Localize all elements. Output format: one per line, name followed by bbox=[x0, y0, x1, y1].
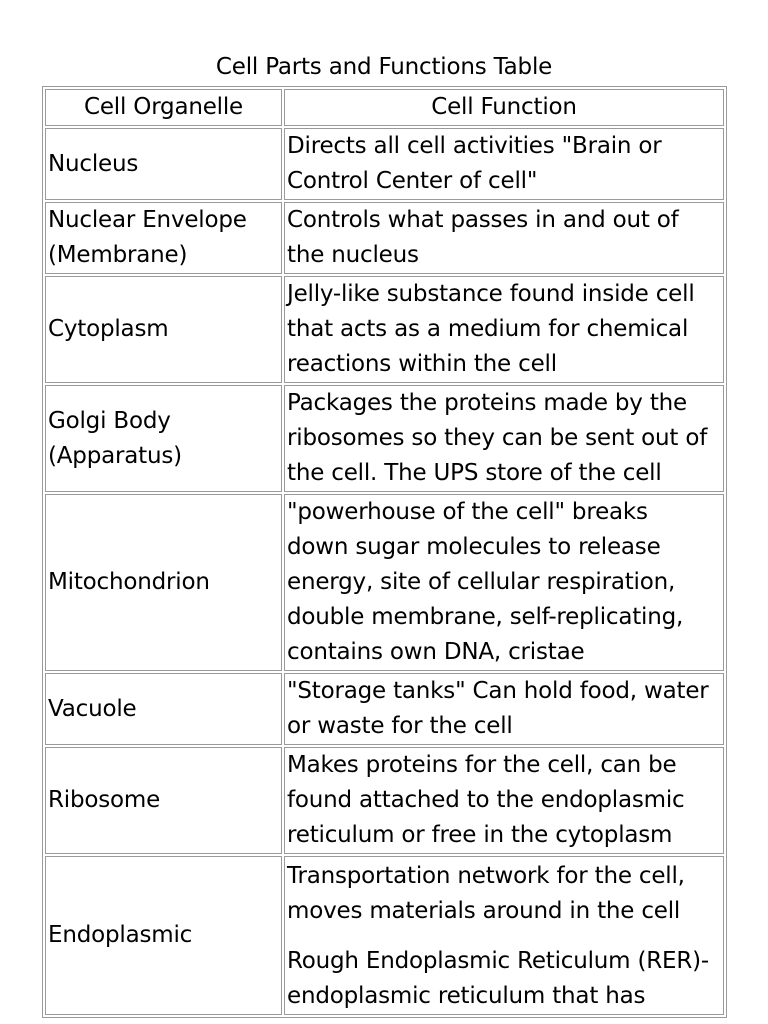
function-line: moves materials around in the cell bbox=[287, 898, 681, 924]
organelle-cell bbox=[45, 494, 282, 671]
function-cell bbox=[284, 747, 724, 854]
function-cell bbox=[284, 856, 724, 1015]
function-cell bbox=[284, 276, 724, 383]
function-line: contains own DNA, cristae bbox=[287, 639, 585, 665]
organelle-name: Nuclear Envelope bbox=[48, 207, 247, 233]
organelle-cell bbox=[45, 673, 282, 745]
organelle-name: Golgi Body bbox=[48, 407, 171, 434]
table-row bbox=[45, 276, 724, 383]
organelle-name: Endoplasmic bbox=[48, 922, 193, 948]
function-cell bbox=[284, 202, 724, 274]
function-line: Directs all cell activities "Brain or bbox=[287, 133, 662, 159]
table-row bbox=[45, 494, 724, 671]
header-cell-organelle: Cell Organelle bbox=[45, 89, 282, 126]
function-cell bbox=[284, 385, 724, 492]
function-line: Jelly-like substance found inside cell bbox=[287, 281, 695, 307]
function-line: Packages the proteins made by the bbox=[287, 390, 687, 416]
function-line: found attached to the endoplasmic bbox=[287, 787, 685, 813]
function-line: Makes proteins for the cell, can be bbox=[287, 752, 677, 778]
function-paragraph bbox=[287, 859, 721, 929]
organelle-cell bbox=[45, 276, 282, 383]
function-line: Control Center of cell" bbox=[287, 168, 538, 194]
function-line: Transportation network for the cell, bbox=[287, 863, 685, 889]
page-title: Cell Parts and Functions Table bbox=[215, 54, 553, 80]
function-line: reticulum or free in the cytoplasm bbox=[287, 822, 673, 848]
function-line: ribosomes so they can be sent out of bbox=[287, 425, 708, 451]
organelle-name: Nucleus bbox=[48, 150, 139, 177]
organelle-cell bbox=[45, 385, 282, 492]
function-line: "powerhouse of the cell" breaks bbox=[287, 499, 648, 525]
function-line: "Storage tanks" Can hold food, water bbox=[287, 678, 709, 704]
organelle-name: Mitochondrion bbox=[48, 569, 210, 595]
function-line: reactions within the cell bbox=[287, 351, 557, 377]
table-row bbox=[45, 202, 724, 274]
function-paragraph bbox=[287, 944, 721, 1014]
organelle-cell bbox=[45, 202, 282, 274]
function-cell bbox=[284, 673, 724, 745]
function-line: or waste for the cell bbox=[287, 713, 513, 739]
organelle-cell bbox=[45, 856, 282, 1015]
function-line: the nucleus bbox=[287, 242, 419, 268]
function-cell bbox=[284, 494, 724, 671]
header-cell-function: Cell Function bbox=[284, 89, 724, 126]
cell-parts-table bbox=[42, 86, 727, 1018]
function-cell bbox=[284, 128, 724, 200]
organelle-cell bbox=[45, 128, 282, 200]
organelle-cell bbox=[45, 747, 282, 854]
organelle-name: Vacuole bbox=[48, 695, 137, 722]
organelle-name: Cytoplasm bbox=[48, 316, 169, 342]
function-line: down sugar molecules to release bbox=[287, 534, 661, 560]
organelle-name: (Membrane) bbox=[48, 242, 188, 268]
table-row bbox=[45, 128, 724, 200]
function-line: energy, site of cellular respiration, bbox=[287, 569, 676, 595]
function-line: the cell. The UPS store of the cell bbox=[287, 460, 662, 486]
table-row bbox=[45, 385, 724, 492]
function-line: endoplasmic reticulum that has bbox=[287, 983, 646, 1009]
table-header-row bbox=[45, 89, 724, 126]
function-line: double membrane, self-replicating, bbox=[287, 604, 684, 630]
function-line: Rough Endoplasmic Reticulum (RER)- bbox=[287, 948, 710, 974]
organelle-name: Ribosome bbox=[48, 787, 161, 813]
table-row bbox=[45, 673, 724, 745]
organelle-name: (Apparatus) bbox=[48, 442, 182, 469]
table-row bbox=[45, 856, 724, 1015]
function-line: that acts as a medium for chemical bbox=[287, 316, 689, 342]
table-row bbox=[45, 747, 724, 854]
function-line: Controls what passes in and out of bbox=[287, 207, 679, 233]
